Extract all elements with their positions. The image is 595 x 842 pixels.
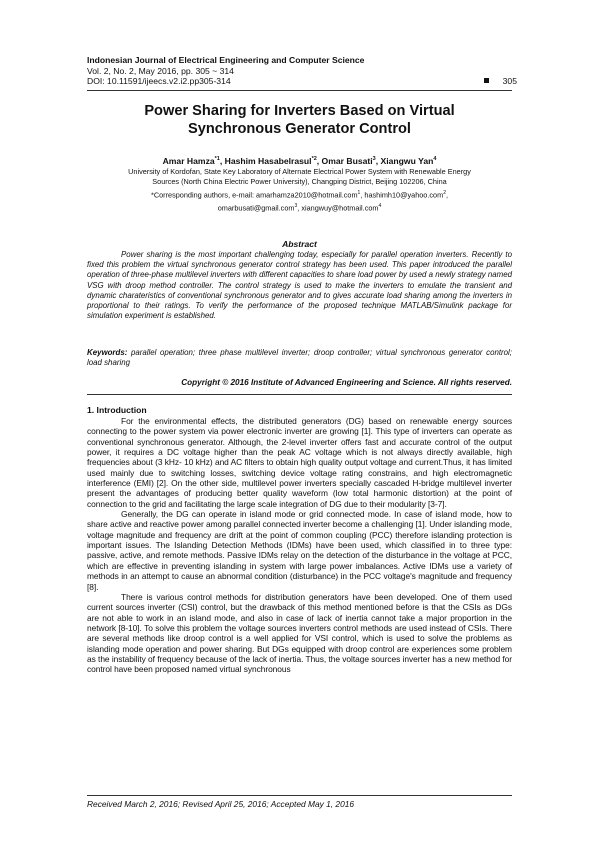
author-name: Xiangwu Yan bbox=[380, 156, 434, 166]
copyright-rule bbox=[87, 394, 512, 395]
corresponding-emails: *Corresponding authors, e-mail: amarhamza2010@hotmail.com$^1$, hashimh10@yahoo.com$^2$, bbox=[151, 189, 448, 200]
journal-name: Indonesian Journal of Electrical Engineering and Computer Science bbox=[87, 55, 365, 65]
abstract-text: Power sharing is the most important challenging today, especially for parallel operation inverters. Recently to fixed this problem the virtual synchronous generator control strategy has been used. This paper introduced the parallel operation of three-phase multilevel inverters with different capacities to share load power by used a newly strategy named VSG with droop method controller. The control strategy is used to make the inverters to emulate the transient and dynamic charateristics of conventional synchronous generator and to gives accurate load sharing among the inverters in proportional to their ratings. To verify the performance of the proposed technique MATLAB/Simulink package for simulation experiment is established. bbox=[87, 250, 512, 321]
affiliations: University of Kordofan, State Key Laboratory of Alternate Electrical Power System with Renewable Energy Sources (North China Electric Power University), Changping District, Beijing 102206, China *Corresponding authors, e-mail: amarhamza2010@hotmail.com$^1$, hashimh10@yahoo.com$^2$, omarbusati@gmail.com$^3$, xiangwuy@hotmail.com$^4$ bbox=[87, 167, 512, 213]
paragraph: Generally, the DG can operate in island mode or grid connected mode. In case of island mode, how to share active and reactive power among parallel connected inverter become a challenging [1]. Under islanding mode, voltage magnitude and frequency are drift at the point of common coupling (PCC) therefore islanding protection is important issues. The Islanding Detection Methods (IDMs) have been used, which classified in to three type: passive, active, and remote methods. Passive IDMs relay on the detection of the disturbance in the voltage at PCC, which are effective in preventing islanding in system with large power imbalances. Active IDMs use a variety of methods in an attempt to cause an abnormal condition (disturbance) in the PCC voltage's magnitude and frequency [8]. bbox=[87, 509, 512, 592]
copyright-notice: Copyright © 2016 Institute of Advanced Engineering and Science. All rights reserved. bbox=[181, 378, 512, 387]
paragraph: For the environmental effects, the distributed generators (DG) based on renewable energy sources connecting to the power system via power electronic inverter are growing [1]. This type of inverters can operate as conventional synchronous generator. Although, the 2-level inverter offers fast and accurate control of the output power, it requires a DC voltage higher than the peak AC voltage which is not always directly available, high frequencies about (3 kHz- 10 kHz) and AC filters to obtain high quality output voltage and current.Thus, it has limited used mainly due to switching losses, switching device voltage rating constrains, and high electromagnetic interference (EMI) [2]. On the other side, multilevel power inverters specially cascaded H-bridge multilevel inverter present the advantages of producing better quality waveform (low total harmonic distortion) at the point of connection to the grid and facilitating the large scale integration of DG due to their modularity [3-7]. bbox=[87, 416, 512, 509]
journal-volume: Vol. 2, No. 2, May 2016, pp. 305 ~ 314 bbox=[87, 65, 234, 76]
paragraph: There is various control methods for distribution generators have been developed. One of them used current sources inverter (CSI) control, but the drawback of this method mentioned before is that the CSIs as DGs are not able to work in an island mode, and also in case of lack of inertia cannot take a major proportion in the network [8-10]. To solve this problem the voltage sources inverters control methods are used instead of CSIs. There are several methods like droop control is a well applied for VSI control, which is used to solve the problems as islanding mode operation and power sharing. But DGs equipped with droop control are experiences some problem as the instability of frequency because of the lack of inertia. Thus, the voltage sources inverter has a new method for control have been proposed named virtual synchronous bbox=[87, 591, 512, 675]
author-name: Hashim Hasabelrasul bbox=[224, 156, 312, 166]
author-list: Amar Hamza$^{*1}$, Hashim Hasabelrasul$^{*2}$, Omar Busati$^3$, Xiangwu Yan$^4$ bbox=[162, 156, 437, 166]
square-bullet-icon bbox=[484, 78, 489, 83]
section-body bbox=[87, 416, 512, 675]
abstract-heading: Abstract bbox=[282, 239, 317, 249]
keywords: Keywords: parallel operation; three phase multilevel inverter; droop controller; virtual synchronous generator control; load sharing bbox=[87, 348, 512, 368]
page-number: 305 bbox=[484, 76, 517, 87]
journal-doi: DOI: 10.11591/ijeecs.v2.i2.pp305-314 bbox=[87, 76, 231, 86]
author-name: Amar Hamza bbox=[162, 156, 215, 166]
header-rule bbox=[87, 90, 512, 91]
received-dates: Received March 2, 2016; Revised April 25, 2016; Accepted May 1, 2016 bbox=[87, 799, 355, 809]
running-header bbox=[87, 55, 517, 87]
paper-title: Power Sharing for Inverters Based on Virtual Synchronous Generator Control bbox=[144, 103, 455, 137]
footer-rule bbox=[87, 795, 512, 796]
author-name: Omar Busati bbox=[321, 156, 373, 166]
keywords-label: Keywords: bbox=[87, 348, 128, 357]
section-heading: 1. Introduction bbox=[87, 405, 147, 415]
